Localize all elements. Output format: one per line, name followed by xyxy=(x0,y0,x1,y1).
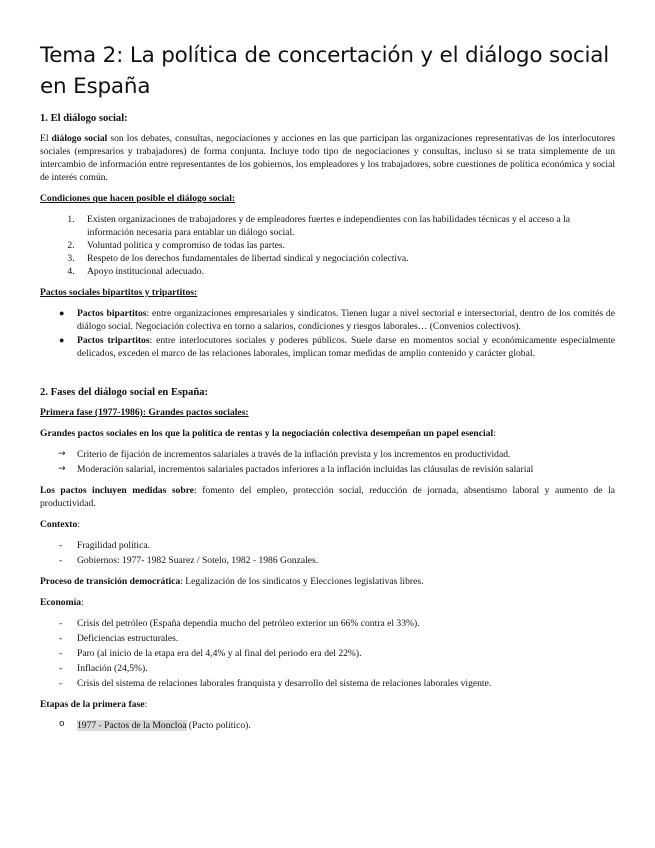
context-paragraph xyxy=(40,518,615,531)
phase1-heading: Primera fase (1977-1986): Grandes pactos sociales: xyxy=(40,407,249,418)
list-item-text: Gobiernos: 1977- 1982 Suarez / Sotelo, 1982 - 1986 Gonzales. xyxy=(77,555,319,566)
pact-bipartite-label: Pactos bipartitos xyxy=(77,308,147,319)
pact-tripartite-text: : entre interlocutores sociales y poderes públicos. Suele darse en momentos social y económicamente especialmente delicados, exceden el marco de las relaciones laborales, implican tomar medidas de amplio contenido y carácter global. xyxy=(77,335,615,359)
great-pacts-colon: : xyxy=(493,428,496,439)
arrow-right-icon: → xyxy=(58,464,66,474)
list-item xyxy=(59,617,615,630)
spacer xyxy=(40,368,615,386)
great-pacts-paragraph xyxy=(40,427,615,440)
list-item: 3. Respeto de los derechos fundamentales de libertad sindical y negociación colectiva. xyxy=(77,252,615,265)
pact-bipartite-text: : entre organizaciones empresariales y sindicatos. Tienen lugar a nivel sectorial e intersectorial, dentro de los comités de diálogo social. Negociación colectiva en torno a salarios, condiciones y riesgos laborales… (Convenios colectivos). xyxy=(77,308,615,332)
list-item-text: Crisis del petróleo (España dependía mucho del petróleo exterior un 66% contra el 33%). xyxy=(77,618,420,629)
economy-paragraph xyxy=(40,596,615,609)
list-item xyxy=(59,677,615,690)
list-item-text: Crisis del sistema de relaciones laborales franquista y desarrollo del sistema de relaciones laborales vigente. xyxy=(77,678,492,689)
dash-icon: - xyxy=(59,678,63,689)
measures-label: Los pactos incluyen medidas sobre xyxy=(40,485,195,496)
list-item: 1. Existen organizaciones de trabajadores y de empleadores fuertes e independientes con las habilidades técnicas y el acceso a la información necesaria para entablar un diálogo social. xyxy=(77,213,615,239)
stages-list xyxy=(40,719,615,732)
economy-list xyxy=(40,617,615,690)
section-1-heading: 1. El diálogo social: xyxy=(40,113,128,124)
pact-tripartite-label: Pactos tripartitos xyxy=(77,335,150,346)
list-item-text: Paro (al inicio de la etapa era del 4,4% y al final del periodo era del 22%). xyxy=(77,648,362,659)
list-item: 4. Apoyo institucional adecuado. xyxy=(77,265,615,278)
arrow-right-icon: → xyxy=(58,449,66,459)
list-item-text: Fragilidad política. xyxy=(77,540,151,551)
intro-bold-term: diálogo social xyxy=(51,133,108,144)
stages-colon: : xyxy=(144,699,148,710)
context-colon: : xyxy=(77,519,80,530)
list-item xyxy=(59,539,615,552)
bullet-icon: ● xyxy=(59,335,65,345)
list-item-text: (Pacto político). xyxy=(186,720,251,731)
conditions-list xyxy=(40,213,615,278)
great-pacts-list xyxy=(40,448,615,476)
bullet-icon: ● xyxy=(59,308,65,318)
economy-label: Economía xyxy=(40,597,82,608)
dash-icon: - xyxy=(59,555,63,566)
list-item xyxy=(59,554,615,567)
stages-label: Etapas de la primera fase xyxy=(40,699,145,710)
document-body xyxy=(40,112,615,732)
transition-paragraph xyxy=(40,575,615,588)
list-item xyxy=(59,719,615,732)
dash-icon: - xyxy=(59,663,63,674)
circle-bullet-icon: o xyxy=(59,719,65,729)
measures-text: : fomento del empleo, protección social, reducción de jornada, absentismo laboral y aumento de la productividad. xyxy=(40,485,615,509)
transition-text: : Legalización de los sindicatos y Elecciones legislativas libres. xyxy=(180,576,424,587)
intro-rest-text: son los debates, consultas, negociaciones y acciones en las que participan las organizaciones representativas de los interlocutores sociales (empresarios y trabajadores) de forma conjunta. Incluye todo tipo de negociaciones y consultas, incluso si se trata simplemente de un intercambio de información entre representantes de los gobiernos, los empleadores y los trabajadores, sobre cuestiones de política económica y social de interés común. xyxy=(40,133,615,183)
dash-icon: - xyxy=(59,633,63,644)
list-item-text: Deficiencias estructurales. xyxy=(77,633,179,644)
highlighted-text: 1977 - Pactos de la Moncloa xyxy=(77,720,187,731)
list-item-text: Criterio de fijación de incrementos salariales a través de la inflación prevista y los incrementos en productividad. xyxy=(77,449,511,460)
conditions-heading: Condiciones que hacen posible el diálogo social: xyxy=(40,193,236,204)
economy-colon: : xyxy=(81,597,84,608)
list-item xyxy=(58,448,615,461)
list-item xyxy=(58,463,615,476)
dialogue-definition-paragraph xyxy=(40,132,615,184)
list-item-text: Moderación salarial, incrementos salariales pactados inferiores a la inflación incluidas las cláusulas de revisión salarial xyxy=(77,464,534,475)
dash-icon: - xyxy=(59,648,63,659)
stages-paragraph xyxy=(40,698,615,711)
list-item xyxy=(59,647,615,660)
context-list xyxy=(40,539,615,567)
dash-icon: - xyxy=(59,618,63,629)
list-item xyxy=(59,662,615,675)
list-item xyxy=(59,334,615,360)
great-pacts-label: Grandes pactos sociales en los que la política de rentas y la negociación colectiva desempeñan un papel esencial xyxy=(40,428,494,439)
list-item-text: Inflación (24,5%). xyxy=(77,663,148,674)
page-title: Tema 2: La política de concertación y el diálogo social en España xyxy=(40,43,610,99)
pacts-list xyxy=(40,307,615,360)
pacts-heading: Pactos sociales bipartitos y tripartitos: xyxy=(40,287,198,298)
measures-paragraph xyxy=(40,484,615,510)
list-item: 2. Voluntad política y compromiso de todas las partes. xyxy=(77,239,615,252)
intro-pre-text: El xyxy=(40,133,52,144)
section-2-heading: 2. Fases del diálogo social en España: xyxy=(40,387,209,398)
dash-icon: - xyxy=(59,540,63,551)
context-label: Contexto xyxy=(40,519,78,530)
list-item xyxy=(59,632,615,645)
transition-label: Proceso de transición democrática xyxy=(40,576,181,587)
list-item xyxy=(59,307,615,333)
